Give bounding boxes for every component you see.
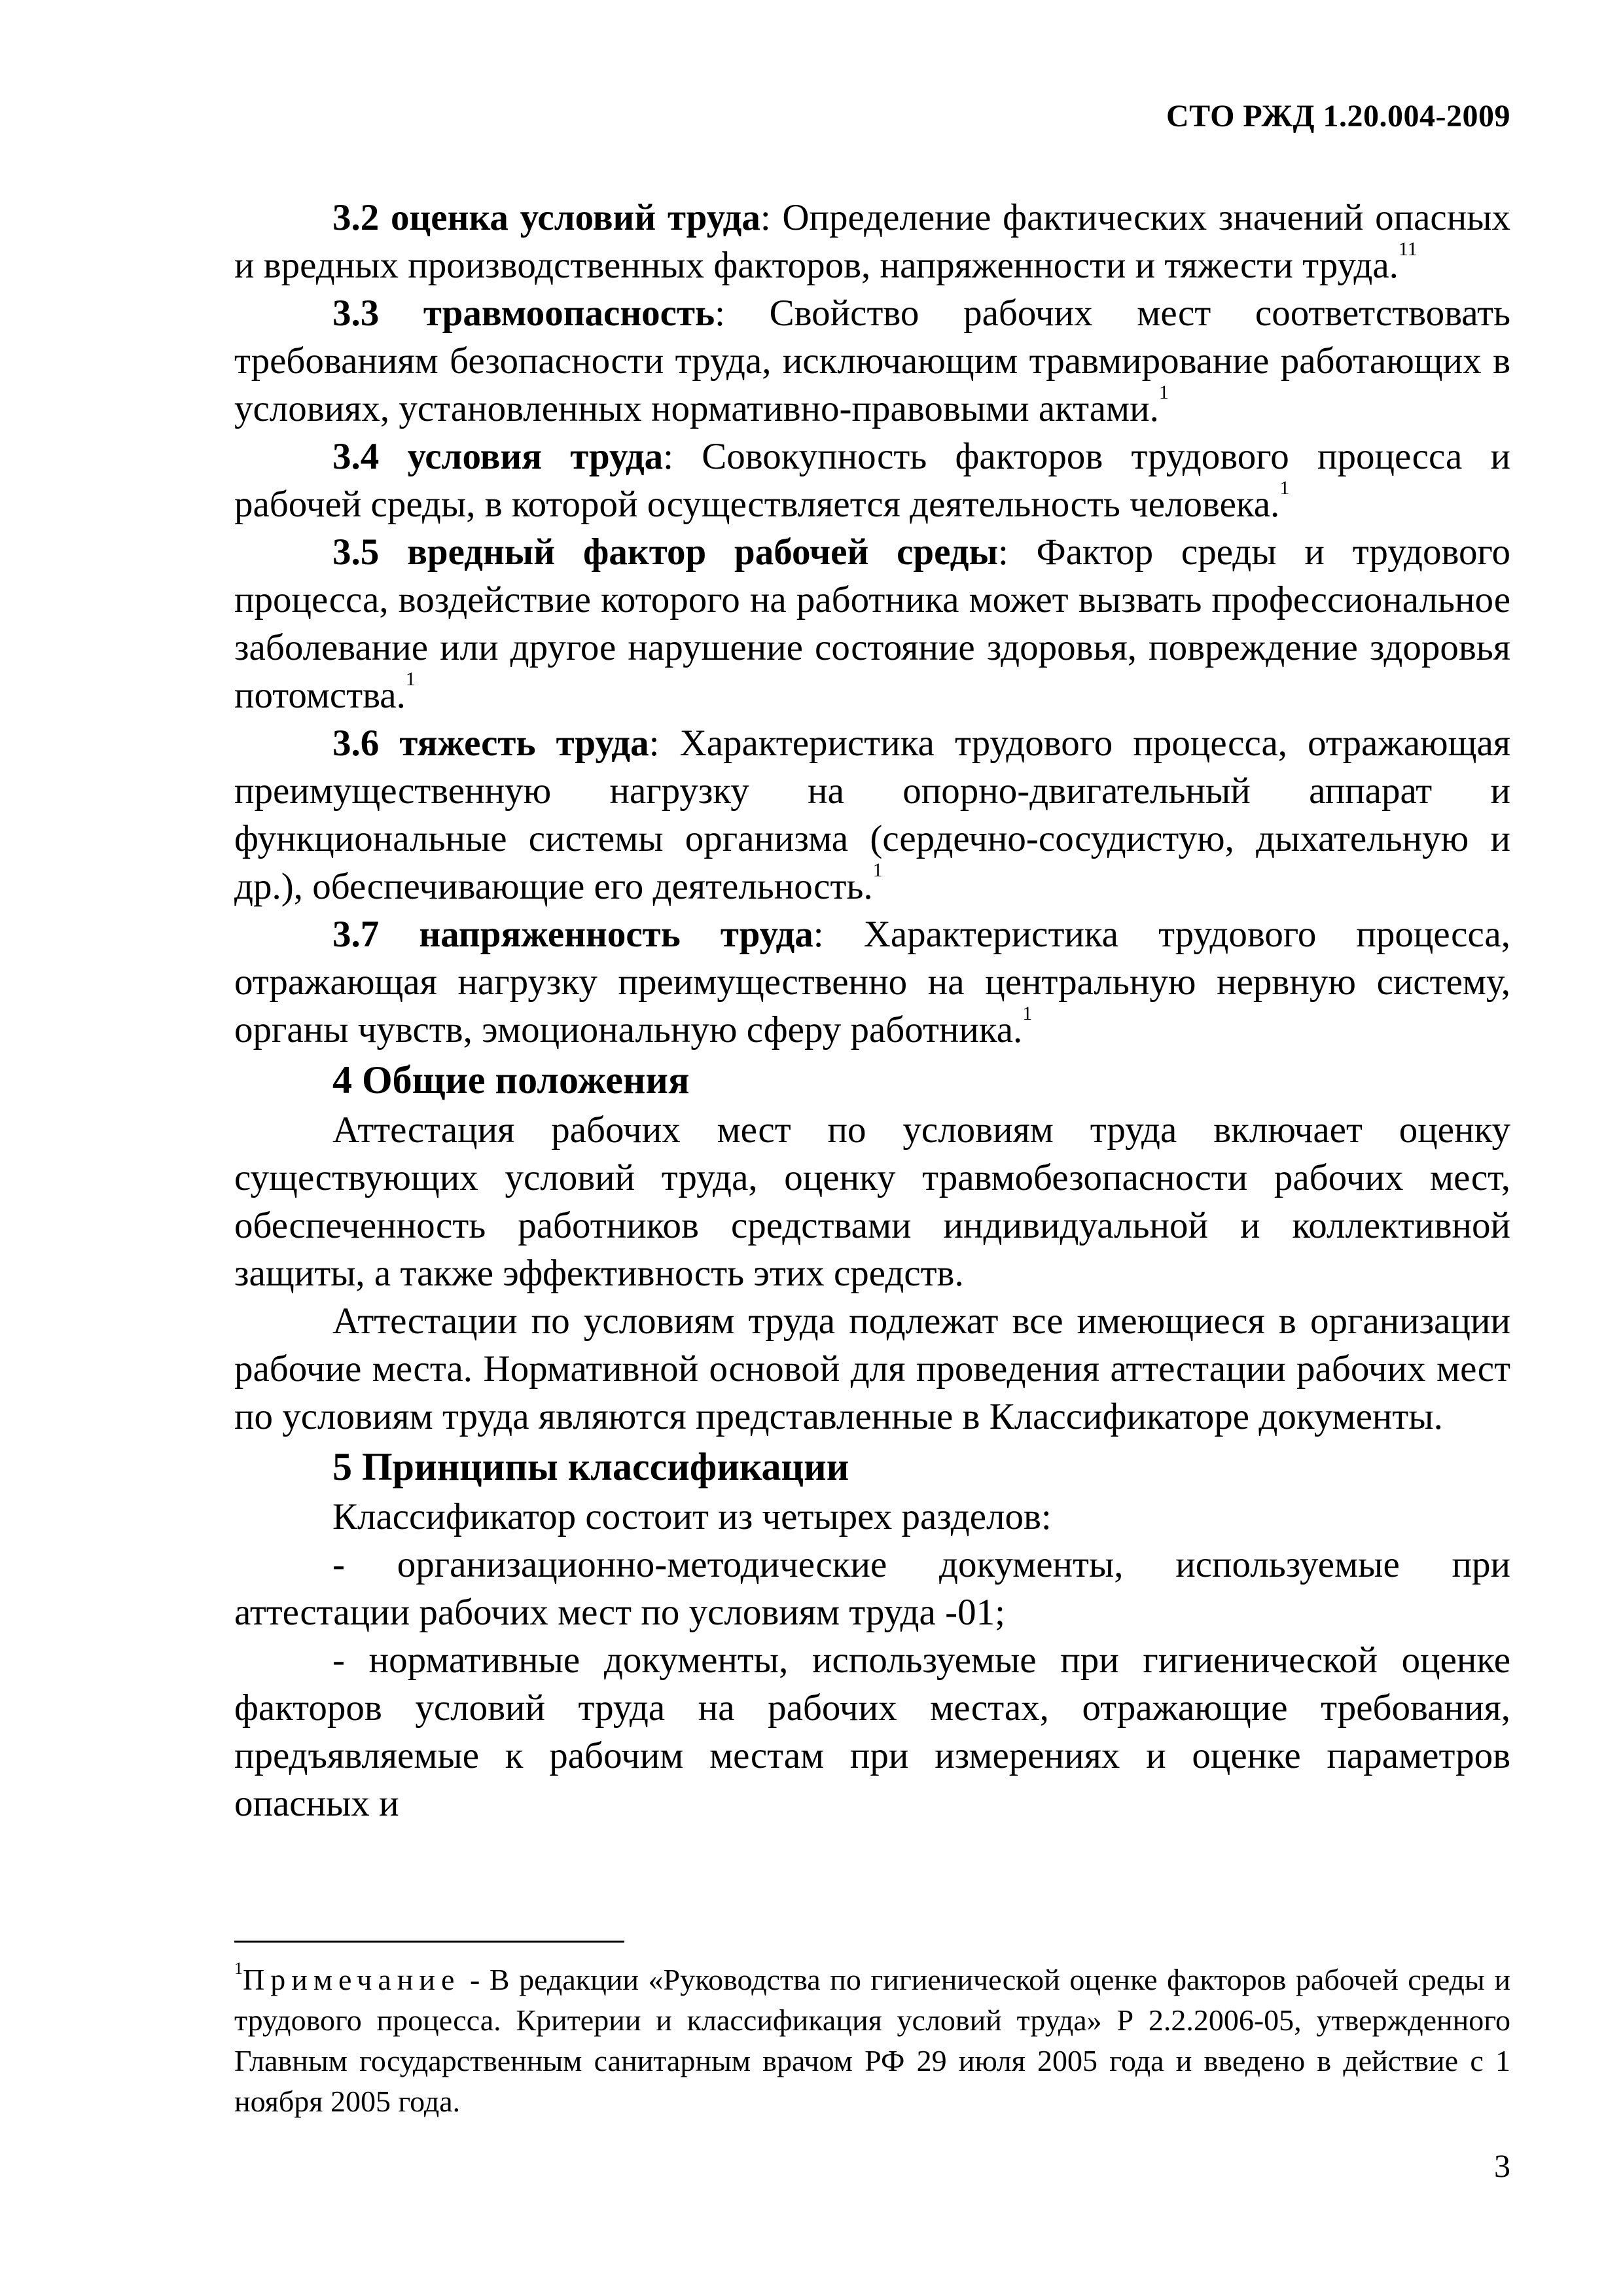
definition-3-7 (234, 910, 1510, 1054)
definition-text: : Характеристика трудового процесса, отражающая нагрузку преимущественно на центральную нервную систему, органы чувств, эмоциональную сферу работника. (234, 914, 1510, 1050)
section-4-paragraph: Аттестация рабочих мест по условиям труда включает оценку существующих условий труда, оценку травмобезопасности рабочих мест, обеспеченность работников средствами индивидуальной и коллективной защиты, а также эффективность этих средств. (234, 1109, 1510, 1294)
page-number: 3 (1494, 2147, 1510, 2184)
document-code-header: СТО РЖД 1.20.004-2009 (1166, 99, 1510, 134)
section-4-heading: 4 Общие положения (332, 1058, 690, 1102)
definition-term: 3.5 вредный фактор рабочей среды (332, 531, 998, 573)
definition-term: 3.3 травмоопасность (332, 293, 715, 334)
section-5-heading: 5 Принципы классификации (332, 1445, 849, 1488)
definition-3-3 (234, 289, 1510, 433)
definition-text: : Определение фактических значений опасных и вредных производственных факторов, напряженности и тяжести труда. (234, 197, 1510, 286)
definition-text: : Фактор среды и трудового процесса, воздействие которого на работника может вызвать профессиональное заболевание или другое нарушение состояние здоровья, повреждение здоровья потомства. (234, 531, 1510, 716)
section-4-paragraph: Аттестации по условиям труда подлежат все имеющиеся в организации рабочие места. Нормативной основой для проведения аттестации рабочих мест по условиям труда являются представленные в Классификаторе документы. (234, 1300, 1510, 1437)
definition-3-2 (234, 194, 1510, 289)
definition-3-6 (234, 719, 1510, 910)
footnote-ref: 1 (1279, 477, 1290, 499)
footnote-ref: 1 (1158, 382, 1169, 403)
section-5-paragraph: Классификатор состоит из четырех разделов: (332, 1496, 1052, 1537)
footnote-ref: 1 (405, 668, 416, 690)
definition-term: 3.7 напряженность труда (332, 914, 813, 955)
definition-term: 3.2 оценка условий труда (332, 197, 760, 238)
footnote-ref: 11 (1398, 238, 1418, 260)
footnote-ref: 1 (872, 859, 883, 881)
definition-term: 3.4 условия труда (332, 436, 664, 477)
definition-text: : Совокупность факторов трудового процесса и рабочей среды, в которой осуществляется деятельность человека. (234, 436, 1510, 525)
definition-3-4 (234, 433, 1510, 528)
definition-text: : Свойство рабочих мест соответствовать требованиям безопасности труда, исключающим травмирование работающих в условиях, установленных нормативно-правовыми актами. (234, 293, 1510, 429)
main-text (234, 194, 1510, 1827)
definition-text: : Характеристика трудового процесса, отражающая преимущественную нагрузку на опорно-двигательный аппарат и функциональные системы организма (сердечно-сосудистую, дыхательную и др.), обеспечивающие его деятельность. (234, 723, 1510, 907)
definition-term: 3.6 тяжесть труда (332, 723, 649, 764)
footnote-marker: 1 (234, 1959, 243, 1978)
footnote-note-word: Примечание (243, 1963, 461, 1996)
footnote-ref: 1 (1022, 1003, 1033, 1024)
definition-3-5 (234, 528, 1510, 719)
footnote (234, 1960, 1510, 2122)
section-5-list-item: - организационно-методические документы, используемые при аттестации рабочих мест по условиям труда -01; (234, 1544, 1510, 1633)
section-5-list-item: - нормативные документы, используемые при гигиенической оценке факторов условий труда на рабочих местах, отражающие требования, предъявляемые к рабочим местам при измерениях и оценке параметров опасных и (234, 1640, 1510, 1824)
footnote-separator (234, 1941, 624, 1943)
footnote-text: - В редакции «Руководства по гигиенической оценке факторов рабочей среды и трудового процесса. Критерии и классификация условий труда» Р 2.2.2006-05, утвержденного Главным государственным санитарным врачом РФ 29 июля 2005 года и введено в действие с 1 ноября 2005 года. (234, 1963, 1510, 2118)
